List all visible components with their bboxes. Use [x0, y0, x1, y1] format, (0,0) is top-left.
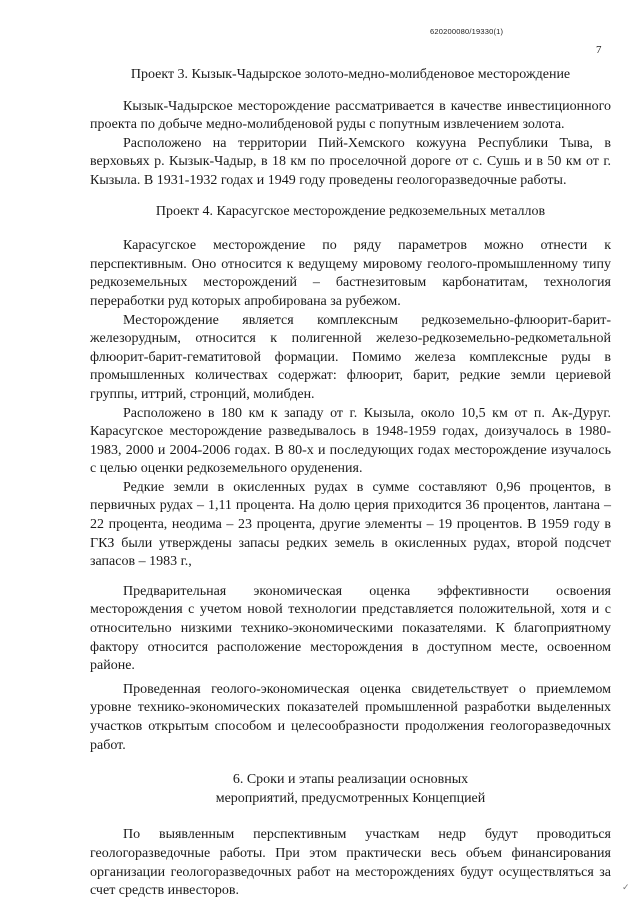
- page-number: 7: [596, 44, 602, 56]
- project4-paragraph-2: Месторождение является комплексным редкоземельно-флюорит-барит-железорудным, относится к полигенной железо-редкоземельно-редкометальной флюорит-барит-гематитовой формации. Помимо железа комплексные руды в промышленных количествах содержат: флюорит, барит, редкие земли цериевой группы, иттрий, стронций, молибден.: [90, 312, 611, 402]
- section6-heading-line1: 6. Сроки и этапы реализации основных: [232, 772, 469, 788]
- project4-paragraph-5: Предварительная экономическая оценка эффективности освоения месторождения с учетом новой технологии представляется положительной, хотя и с относительно низкими технико-экономическими показателями. К благоприятному фактору относится расположение месторождения в доступном месте, освоенном районе.: [90, 583, 611, 674]
- section6-heading: [90, 771, 611, 808]
- document-code: 620200080/19330(1): [430, 27, 504, 36]
- document-body: [90, 64, 611, 901]
- margin-mark: ✓: [622, 882, 630, 892]
- project3-paragraph-1: Кызык-Чадырское месторождение рассматривается в качестве инвестиционного проекта по добыче медно-молибденовой руды с попутным извлечением золота.: [90, 98, 611, 133]
- project3-heading: Проект 3. Кызык-Чадырское золото-медно-молибденовое месторождение: [130, 67, 571, 82]
- project4-paragraph-1: Карасугское месторождение по ряду параметров можно отнести к перспективным. Оно относится к ведущему мировому геолого-промышленному типу редкоземельных месторождений – бастнезитовым карбонатитам, технология переработки руд которых апробирована за рубежом.: [90, 238, 611, 309]
- project3-paragraph-2: Расположено на территории Пий-Хемского кожууна Республики Тыва, в верховьях р. Кызык-Чадыр, в 18 км по проселочной дороге от с. Сушь и в 50 км от г. Кызыла. В 1931-1932 годах и 1949 году проведены геологоразведочные работы.: [90, 135, 611, 188]
- section6-heading-line2: мероприятий, предусмотренных Концепцией: [215, 790, 486, 806]
- project4-paragraph-6: Проведенная геолого-экономическая оценка свидетельствует о приемлемом уровне технико-экономических показателей промышленной разработки выделенных участков открытым способом и целесообразности продолжения геологоразведочных работ.: [90, 681, 611, 753]
- project4-paragraph-3: Расположено в 180 км к западу от г. Кызыла, около 10,5 км от п. Ак-Дуруг. Карасугское месторождение разведывалось в 1948-1959 годах, доизучалось в 1980-1983, 2000 и 2004-2006 годах. В 80-х и последующих годах месторождение изучалось с целью оценки редкоземельного оруденения.: [90, 405, 611, 477]
- project4-paragraph-4: Редкие земли в окисленных рудах в сумме составляют 0,96 процентов, в первичных рудах – 1,11 процента. На долю церия приходится 36 процентов, лантана – 22 процента, неодима – 23 процента, другие элементы – 19 процентов. В 1959 году в ГКЗ были утверждены запасы редких земель в окисленных рудах, второй подсчет запасов – 1983 г.,: [90, 479, 611, 570]
- section6-paragraph-1: По выявленным перспективным участкам недр будут проводиться геологоразведочные работы. При этом практически весь объем финансирования организации геологоразведочных работ на месторождениях будут осуществляться за счет средств инвесторов.: [90, 827, 611, 899]
- project4-heading: Проект 4. Карасугское месторождение редкоземельных металлов: [155, 203, 546, 219]
